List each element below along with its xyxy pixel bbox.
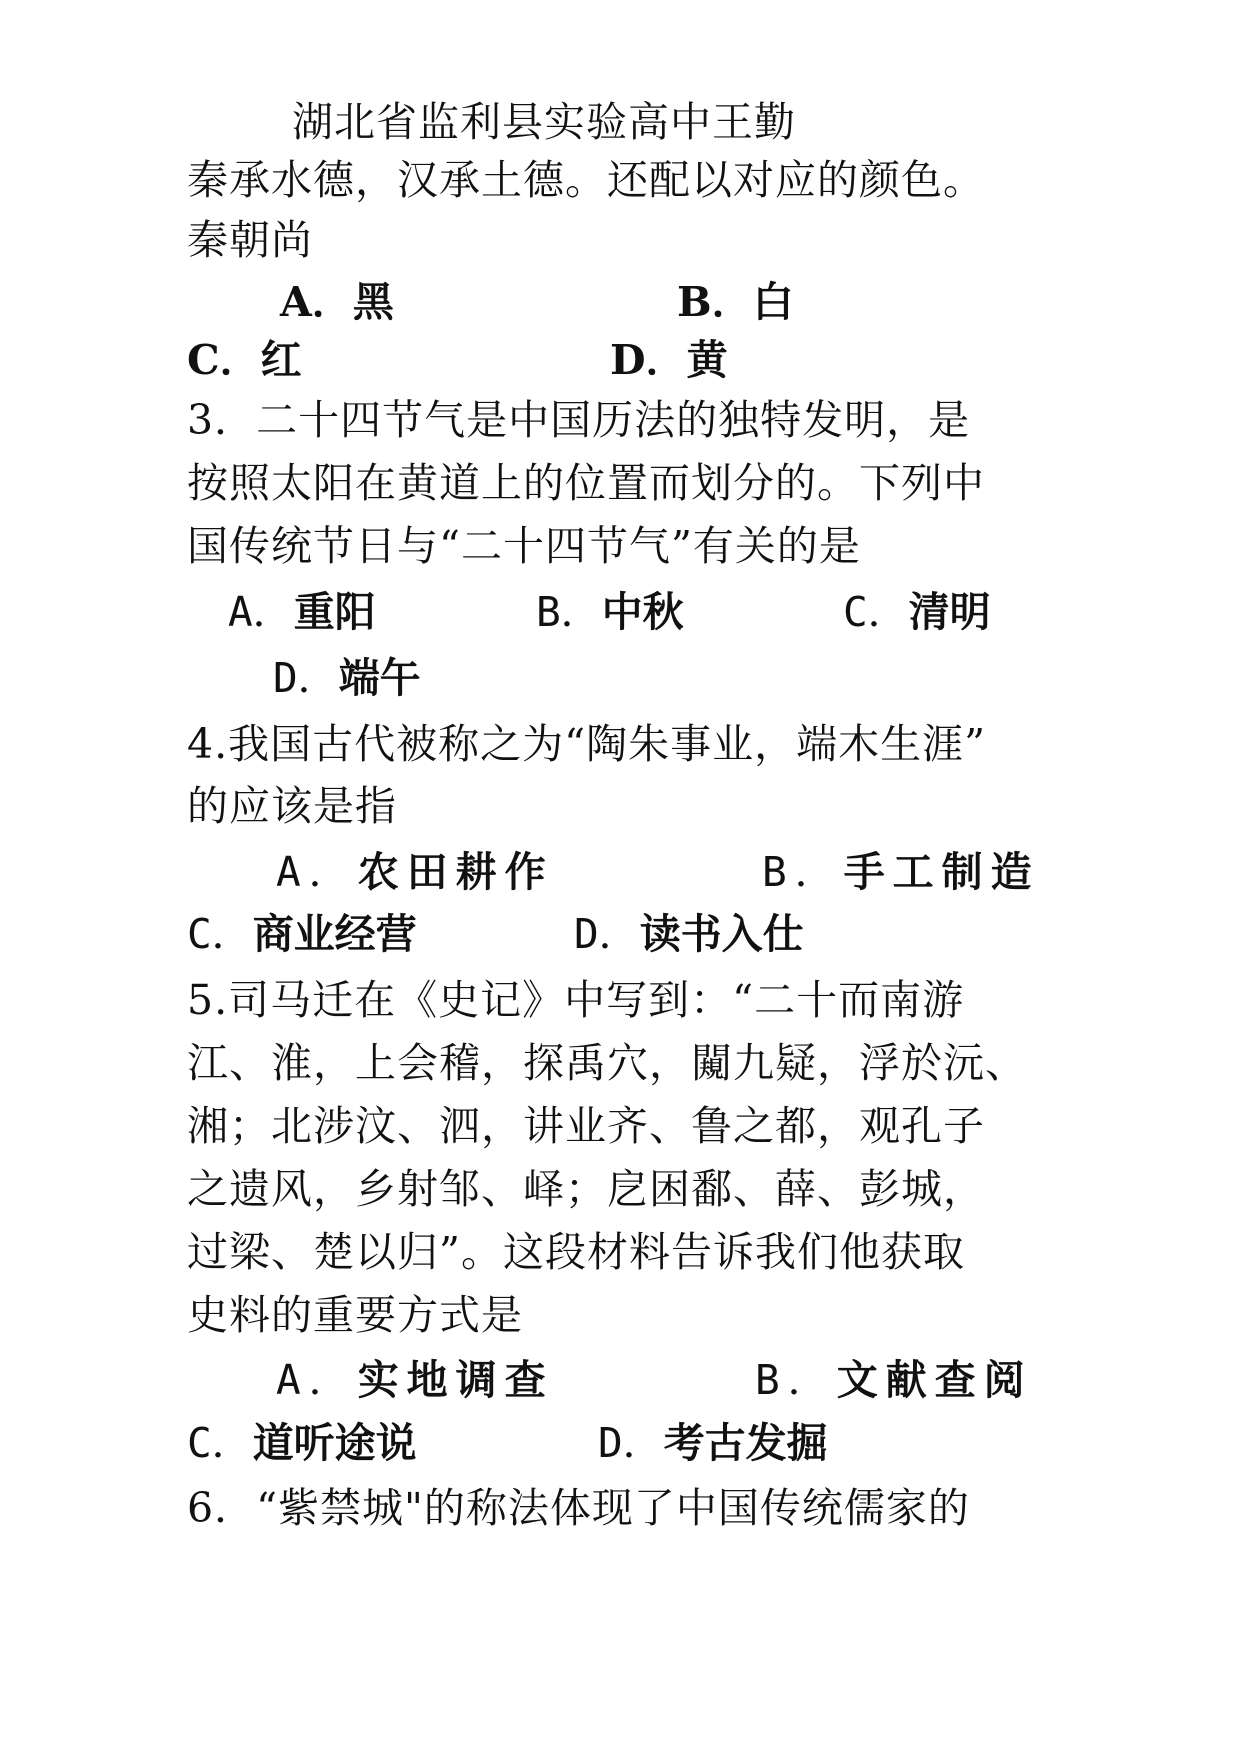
q3-option-b: [536, 582, 684, 642]
q2-option-c-text: 红: [260, 336, 302, 384]
q5-option-a-letter: A．: [276, 1356, 358, 1404]
q4-option-a-letter: A．: [276, 848, 358, 896]
q2-option-a: [280, 272, 394, 332]
q2-stem-line-1: 秦承水德，汉承土德。还配以对应的颜色。: [187, 156, 985, 204]
q2-option-d-text: 黄: [686, 336, 728, 384]
q5-option-d-text: 考古发掘: [663, 1419, 828, 1467]
q5-option-c: [187, 1413, 417, 1473]
q4-option-b-letter: B．: [762, 848, 844, 896]
q3-option-a-text: 重阳: [293, 588, 376, 636]
q4-option-c-letter: C．: [187, 910, 253, 958]
q2-option-a-text: 黑: [352, 278, 394, 326]
q4-option-d-text: 读书入仕: [639, 910, 804, 958]
q5-option-a-text: 实地调查: [357, 1356, 554, 1404]
q5-option-b: [755, 1350, 1033, 1410]
q2-option-d: [610, 330, 728, 390]
q3-option-c: [843, 582, 991, 642]
q2-option-b-letter: B．: [677, 278, 753, 326]
q5-stem-line-2: 江、淮，上会稽，探禹穴，闚九疑，浮於沅、: [187, 1039, 1027, 1087]
q5-option-c-text: 道听途说: [252, 1419, 417, 1467]
q3-option-a: [228, 582, 376, 642]
q5-stem-line-1: 5.司马迁在《史记》中写到：“二十而南游: [187, 976, 965, 1024]
q3-stem-line-2: 按照太阳在黄道上的位置而划分的。下列中: [187, 459, 985, 507]
q2-option-d-letter: D．: [610, 336, 687, 384]
q2-option-b: [677, 272, 794, 332]
q5-option-a: [276, 1350, 554, 1410]
q4-option-b-text: 手工制造: [843, 848, 1040, 896]
author-line: 湖北省监利县实验高中王勤: [292, 98, 796, 146]
q5-stem-line-4: 之遗风，乡射邹、峄；戹困鄱、薛、彭城，: [187, 1165, 985, 1213]
q2-option-c: [187, 330, 302, 390]
q3-option-b-letter: B．: [536, 588, 602, 636]
q2-option-a-letter: A．: [280, 278, 353, 326]
q5-option-b-letter: B．: [755, 1356, 837, 1404]
q5-stem-line-6: 史料的重要方式是: [187, 1291, 523, 1339]
q3-option-d-text: 端午: [338, 654, 421, 702]
q3-option-d: [273, 648, 421, 708]
q4-option-c-text: 商业经营: [252, 910, 417, 958]
q3-option-b-text: 中秋: [601, 588, 684, 636]
q5-stem-line-5: 过梁、楚以归”。这段材料告诉我们他获取: [187, 1228, 965, 1276]
q3-option-a-letter: A．: [228, 588, 294, 636]
q6-stem-line-1: 6．“紫禁城"的称法体现了中国传统儒家的: [187, 1484, 970, 1532]
q2-option-c-letter: C．: [187, 336, 261, 384]
q4-option-a-text: 农田耕作: [357, 848, 554, 896]
q4-stem-line-1: 4.我国古代被称之为“陶朱事业，端木生涯”: [187, 720, 987, 768]
q5-option-d-letter: D．: [598, 1419, 664, 1467]
q3-option-c-text: 清明: [908, 588, 991, 636]
q5-option-d: [598, 1413, 828, 1473]
q3-stem-line-3: 国传统节日与“二十四节气”有关的是: [187, 522, 861, 570]
q5-option-c-letter: C．: [187, 1419, 253, 1467]
q4-stem-line-2: 的应该是指: [187, 782, 397, 830]
q3-stem-line-1: 3．二十四节气是中国历法的独特发明，是: [187, 396, 971, 444]
q5-option-b-text: 文献查阅: [836, 1356, 1033, 1404]
q2-option-b-text: 白: [752, 278, 794, 326]
q4-option-b: [762, 842, 1040, 902]
q4-option-d-letter: D．: [574, 910, 640, 958]
q3-option-d-letter: D．: [273, 654, 339, 702]
q4-option-d: [574, 904, 804, 964]
q3-option-c-letter: C．: [843, 588, 909, 636]
q5-stem-line-3: 湘；北涉汶、泗，讲业齐、鲁之都，观孔子: [187, 1102, 985, 1150]
q2-stem-line-2: 秦朝尚: [187, 216, 313, 264]
q4-option-a: [276, 842, 554, 902]
q4-option-c: [187, 904, 417, 964]
